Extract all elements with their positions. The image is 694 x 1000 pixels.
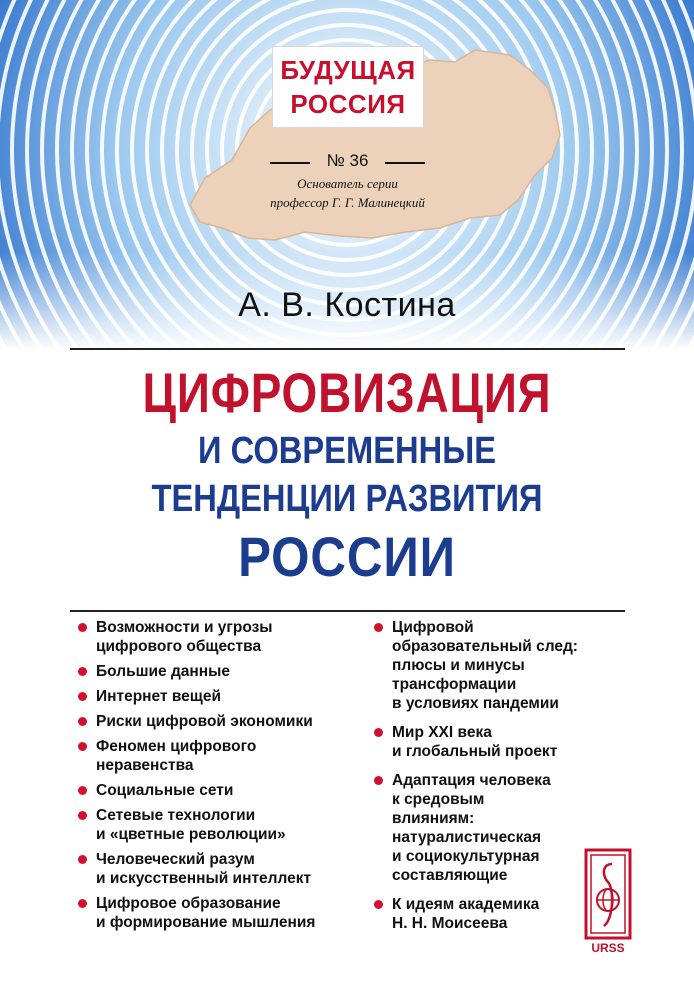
divider-bottom bbox=[70, 610, 625, 612]
bullet-dot-icon bbox=[78, 692, 87, 701]
urss-logo-text: URSS bbox=[591, 941, 625, 955]
topic-text: Феномен цифрового неравенства bbox=[96, 738, 257, 774]
urss-publisher-logo bbox=[584, 848, 632, 958]
topic-text: Адаптация человека к средовым влияниям: натуралистическая и социокультурная составляющие bbox=[392, 772, 551, 884]
topic-text: Человеческий разум и искусственный интеллект bbox=[96, 851, 312, 887]
topic-item bbox=[374, 618, 594, 713]
bullet-dot-icon bbox=[78, 786, 87, 795]
divider-top bbox=[70, 348, 625, 350]
title-line4: РОССИИ bbox=[238, 525, 456, 588]
topic-item bbox=[78, 618, 358, 656]
bullet-dot-icon bbox=[78, 742, 87, 751]
bullet-dot-icon bbox=[78, 717, 87, 726]
bullet-dot-icon bbox=[374, 776, 383, 785]
topic-item bbox=[78, 712, 358, 731]
topic-item bbox=[78, 737, 358, 775]
topic-item bbox=[78, 806, 358, 844]
series-founder bbox=[240, 174, 455, 212]
series-title-box bbox=[272, 46, 424, 128]
topic-item bbox=[78, 781, 358, 800]
series-title-line1: БУДУЩАЯ bbox=[280, 55, 416, 85]
title-line2: И СОВРЕМЕННЫЕ bbox=[198, 430, 496, 472]
topic-text: Интернет вещей bbox=[96, 688, 222, 705]
bullet-dot-icon bbox=[78, 667, 87, 676]
bullet-dot-icon bbox=[374, 623, 383, 632]
topic-item bbox=[374, 771, 594, 885]
topic-text: Возможности и угрозы цифрового общества bbox=[96, 619, 273, 655]
bullet-dot-icon bbox=[78, 811, 87, 820]
bullet-dot-icon bbox=[374, 900, 383, 909]
topic-text: Социальные сети bbox=[96, 782, 234, 799]
bullet-dot-icon bbox=[78, 623, 87, 632]
topic-item bbox=[78, 687, 358, 706]
topic-text: Мир XXI века и глобальный проект bbox=[392, 724, 558, 760]
bullet-dot-icon bbox=[78, 855, 87, 864]
topic-item bbox=[78, 662, 358, 681]
topic-text: Сетевые технологии и «цветные революции» bbox=[96, 807, 286, 843]
topic-item bbox=[374, 895, 594, 933]
topics-right-column bbox=[374, 618, 594, 939]
series-title-line2: РОССИЯ bbox=[290, 89, 406, 119]
title-line3: ТЕНДЕНЦИИ РАЗВИТИЯ bbox=[151, 478, 543, 520]
topic-text: Цифровое образование и формирование мышления bbox=[96, 895, 316, 931]
topic-item bbox=[78, 850, 358, 888]
topic-item bbox=[78, 894, 358, 932]
topic-text: Большие данные bbox=[96, 663, 231, 680]
series-number: № 36 bbox=[270, 151, 425, 171]
topic-item bbox=[374, 723, 594, 761]
bullet-dot-icon bbox=[78, 899, 87, 908]
founder-line1: Основатель серии bbox=[297, 176, 398, 191]
founder-line2: профессор Г. Г. Малинецкий bbox=[270, 195, 425, 210]
topic-text: Риски цифровой экономики bbox=[96, 713, 313, 730]
topic-text: Цифровой образовательный след: плюсы и минусы трансформации в условиях пандемии bbox=[392, 619, 578, 712]
topic-text: К идеям академика Н. Н. Моисеева bbox=[392, 896, 540, 932]
author-name: А. В. Костина bbox=[238, 286, 456, 324]
title-line1: ЦИФРОВИЗАЦИЯ bbox=[142, 361, 552, 424]
topics-left-column bbox=[78, 618, 358, 938]
bullet-dot-icon bbox=[374, 728, 383, 737]
